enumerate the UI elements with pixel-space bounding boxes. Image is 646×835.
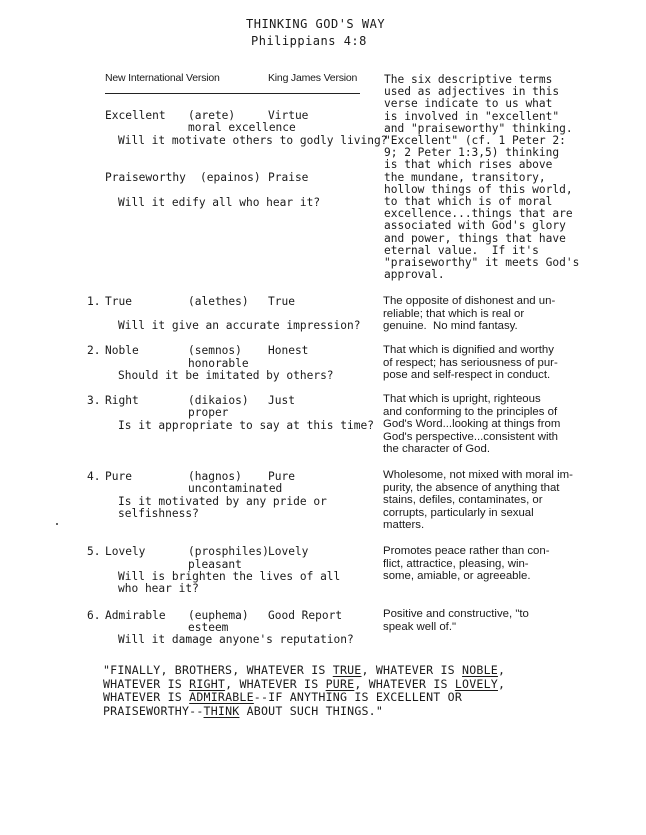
item-note: That which is dignified and worthy of respect; has seriousness of pur- pose and self-respect in conduct. (383, 344, 558, 382)
term-greek: (epainos) (200, 171, 261, 184)
item-meaning: uncontaminated (188, 482, 283, 495)
verse-line-4: PRAISEWORTHY--THINK ABOUT SUCH THINGS." (103, 703, 384, 718)
item-number: 5. (87, 545, 101, 558)
term-question: Will it edify all who hear it? (118, 196, 321, 209)
item-meaning: pleasant (188, 558, 242, 571)
header-rule (105, 93, 360, 94)
item-niv: True (105, 295, 132, 308)
item-number: 3. (87, 394, 101, 407)
item-note: Promotes peace rather than con- flict, attractice, pleasing, win- some, amiable, or agreeable. (383, 545, 550, 583)
item-note: Wholesome, not mixed with moral im- purity, the absence of anything that stains, defiles, contaminates, or corrupts, particularly in sexual matters. (383, 469, 573, 532)
item-kjv: True (268, 295, 295, 308)
item-note: That which is upright, righteous and conforming to the principles of God's Word...looking at things from God's perspective...consistent with the character of God. (383, 393, 561, 456)
item-kjv: Lovely (268, 545, 309, 558)
item-kjv: Good Report (268, 609, 343, 622)
item-greek: (euphema) (188, 609, 249, 622)
item-question: Will is brighten the lives of all who hear it? (118, 570, 341, 596)
verse-quotation (103, 664, 505, 718)
item-note: The opposite of dishonest and un- reliable; that which is real or genuine. No mind fantasy. (383, 295, 556, 333)
niv-column-header: New International Version (105, 72, 220, 84)
item-number: 2. (87, 344, 101, 357)
item-niv: Admirable (105, 609, 166, 622)
kjv-column-header: King James Version (268, 72, 358, 84)
item-question: Will it give an accurate impression? (118, 319, 361, 332)
item-number: 6. (87, 609, 101, 622)
term-greek: (arete) (188, 109, 236, 122)
item-question: Will it damage anyone's reputation? (118, 633, 354, 646)
item-niv: Right (105, 394, 139, 407)
item-greek: (semnos) (188, 344, 242, 357)
item-meaning: proper (188, 406, 229, 419)
item-number: 1. (87, 295, 101, 308)
item-niv: Pure (105, 470, 132, 483)
item-question: Is it appropriate to say at this time? (118, 419, 374, 432)
term-kjv: Virtue (268, 109, 309, 122)
item-meaning: esteem (188, 621, 229, 634)
term-niv: Excellent (105, 109, 166, 122)
stray-mark (56, 523, 58, 525)
item-number: 4. (87, 470, 101, 483)
item-greek: (dikaios) (188, 394, 249, 407)
item-question: Should it be imitated by others? (118, 369, 334, 382)
item-niv: Noble (105, 344, 139, 357)
item-kjv: Honest (268, 344, 309, 357)
scripture-reference: Philippians 4:8 (251, 34, 367, 48)
item-meaning: honorable (188, 357, 249, 370)
intro-note: The six descriptive terms used as adjectives in this verse indicate to us what is involved in "excellent" and "praiseworthy" thinking. "Excellent" (cf. 1 Peter 2: 9; 2 Peter 1:3,5) thinking is that which rises above the mundane, transitory, hollow things of this world, to that which is of moral excellence...things that are associated with God's glory and power, things that have eternal value. If it's "praiseworthy" it meets God's approval. (384, 73, 580, 282)
item-greek: (hagnos) (188, 470, 242, 483)
term-niv: Praiseworthy (105, 171, 186, 184)
verse-line-2: WHATEVER IS RIGHT, WHATEVER IS PURE, WHATEVER IS LOVELY, (103, 676, 506, 691)
term-meaning: moral excellence (188, 121, 296, 134)
item-kjv: Pure (268, 470, 295, 483)
term-question: Will it motivate others to godly living? (118, 134, 388, 147)
item-greek: (alethes) (188, 295, 249, 308)
item-question: Is it motivated by any pride or selfishness? (118, 495, 327, 521)
verse-line-3: WHATEVER IS ADMIRABLE--IF ANYTHING IS EXCELLENT OR (103, 690, 463, 705)
verse-line-1: "FINALLY, BROTHERS, WHATEVER IS TRUE, WHATEVER IS NOBLE, (103, 663, 506, 677)
item-niv: Lovely (105, 545, 146, 558)
item-greek: (prosphiles) (188, 545, 269, 558)
item-kjv: Just (268, 394, 295, 407)
item-note: Positive and constructive, "to speak well of." (383, 608, 529, 633)
page-title: THINKING GOD'S WAY (246, 17, 386, 31)
term-kjv: Praise (268, 171, 309, 184)
